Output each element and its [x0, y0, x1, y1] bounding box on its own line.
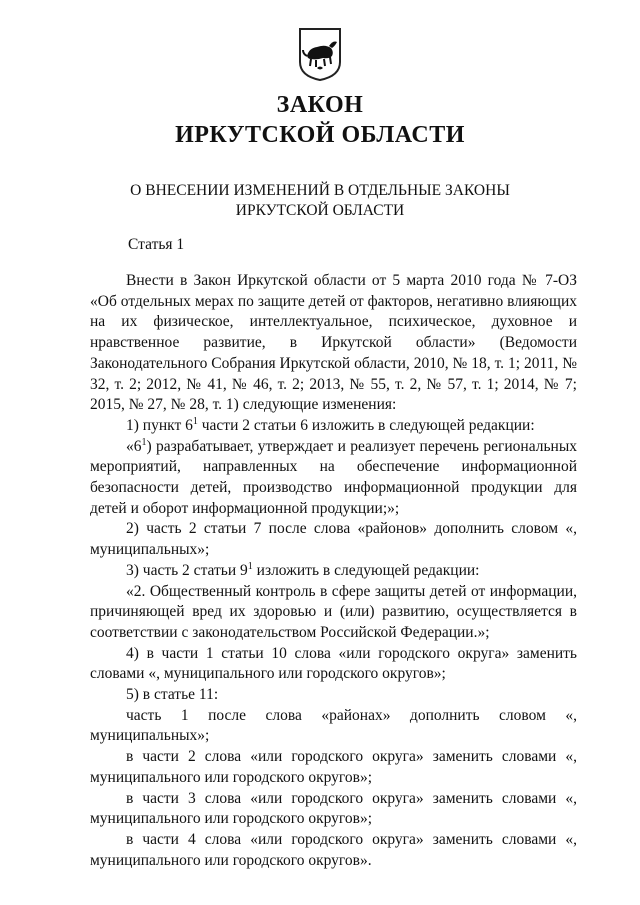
- paragraph-item-3-text: «2. Общественный контроль в сфере защиты детей от информации, причиняющей вред их здоровью и (или) развитию, осуществляется в соответствии с законодательством Российской Федерации.»;: [90, 582, 577, 641]
- paragraph-item-5-part-3: в части 3 слова «или городского округа» заменить словами «, муниципального или городского округов»;: [90, 789, 577, 828]
- article-heading: Статья 1: [128, 236, 185, 253]
- subtitle-line-1: О ВНЕСЕНИИ ИЗМЕНЕНИЙ В ОТДЕЛЬНЫЕ ЗАКОНЫ: [130, 182, 510, 199]
- paragraph-item-1-text: «$6^1$) разрабатывает, утверждает и реализует перечень региональных мероприятий, направленных на обеспечение информационной безопасности детей, производство информационной продукции для детей и оборот информационной продукции;»;: [90, 436, 577, 517]
- paragraph-item-1: 1) пункт $6^1$ части 2 статьи 6 изложить в следующей редакции:: [126, 415, 535, 434]
- subtitle-line-2: ИРКУТСКОЙ ОБЛАСТИ: [235, 202, 405, 219]
- paragraph-item-4: 4) в части 1 статьи 10 слова «или городского округа» заменить словами «, муниципального или городского округов»;: [90, 644, 577, 683]
- paragraph-item-5-part-1: часть 1 после слова «районах» дополнить словом «, муниципальных»;: [90, 706, 577, 745]
- paragraph-item-2: 2) часть 2 статьи 7 после слова «районов» дополнить словом «, муниципальных»;: [90, 520, 577, 559]
- law-title: ЗАКОН: [276, 92, 364, 118]
- irkutsk-coat-of-arms-icon: [297, 26, 343, 82]
- document-body: [90, 271, 577, 871]
- paragraph-intro: Внести в Закон Иркутской области от 5 марта 2010 года № 7-ОЗ «Об отдельных мерах по защите детей от факторов, негативно влияющих на их физическое, интеллектуальное, психическое, духовное и нравственное развитие, в Иркутской области» (Ведомости Законодательного Собрания Иркутской области, 2010, № 18, т. 1; 2011, № 32, т. 2; 2012, № 41, № 46, т. 2; 2013, № 55, т. 2, № 57, т. 1; 2014, № 7; 2015, № 27, № 28, т. 1) следующие изменения:: [90, 272, 577, 414]
- law-region-title: ИРКУТСКОЙ ОБЛАСТИ: [175, 122, 465, 148]
- law-subtitle: [100, 181, 540, 221]
- paragraph-item-5-part-4: в части 4 слова «или городского округа» заменить словами «, муниципального или городского округов».: [90, 830, 577, 869]
- paragraph-item-3: 3) часть 2 статьи $9^1$ изложить в следующей редакции:: [126, 560, 480, 579]
- paragraph-item-5-part-2: в части 2 слова «или городского округа» заменить словами «, муниципального или городского округов»;: [90, 748, 577, 786]
- paragraph-item-5: 5) в статье 11:: [126, 686, 219, 704]
